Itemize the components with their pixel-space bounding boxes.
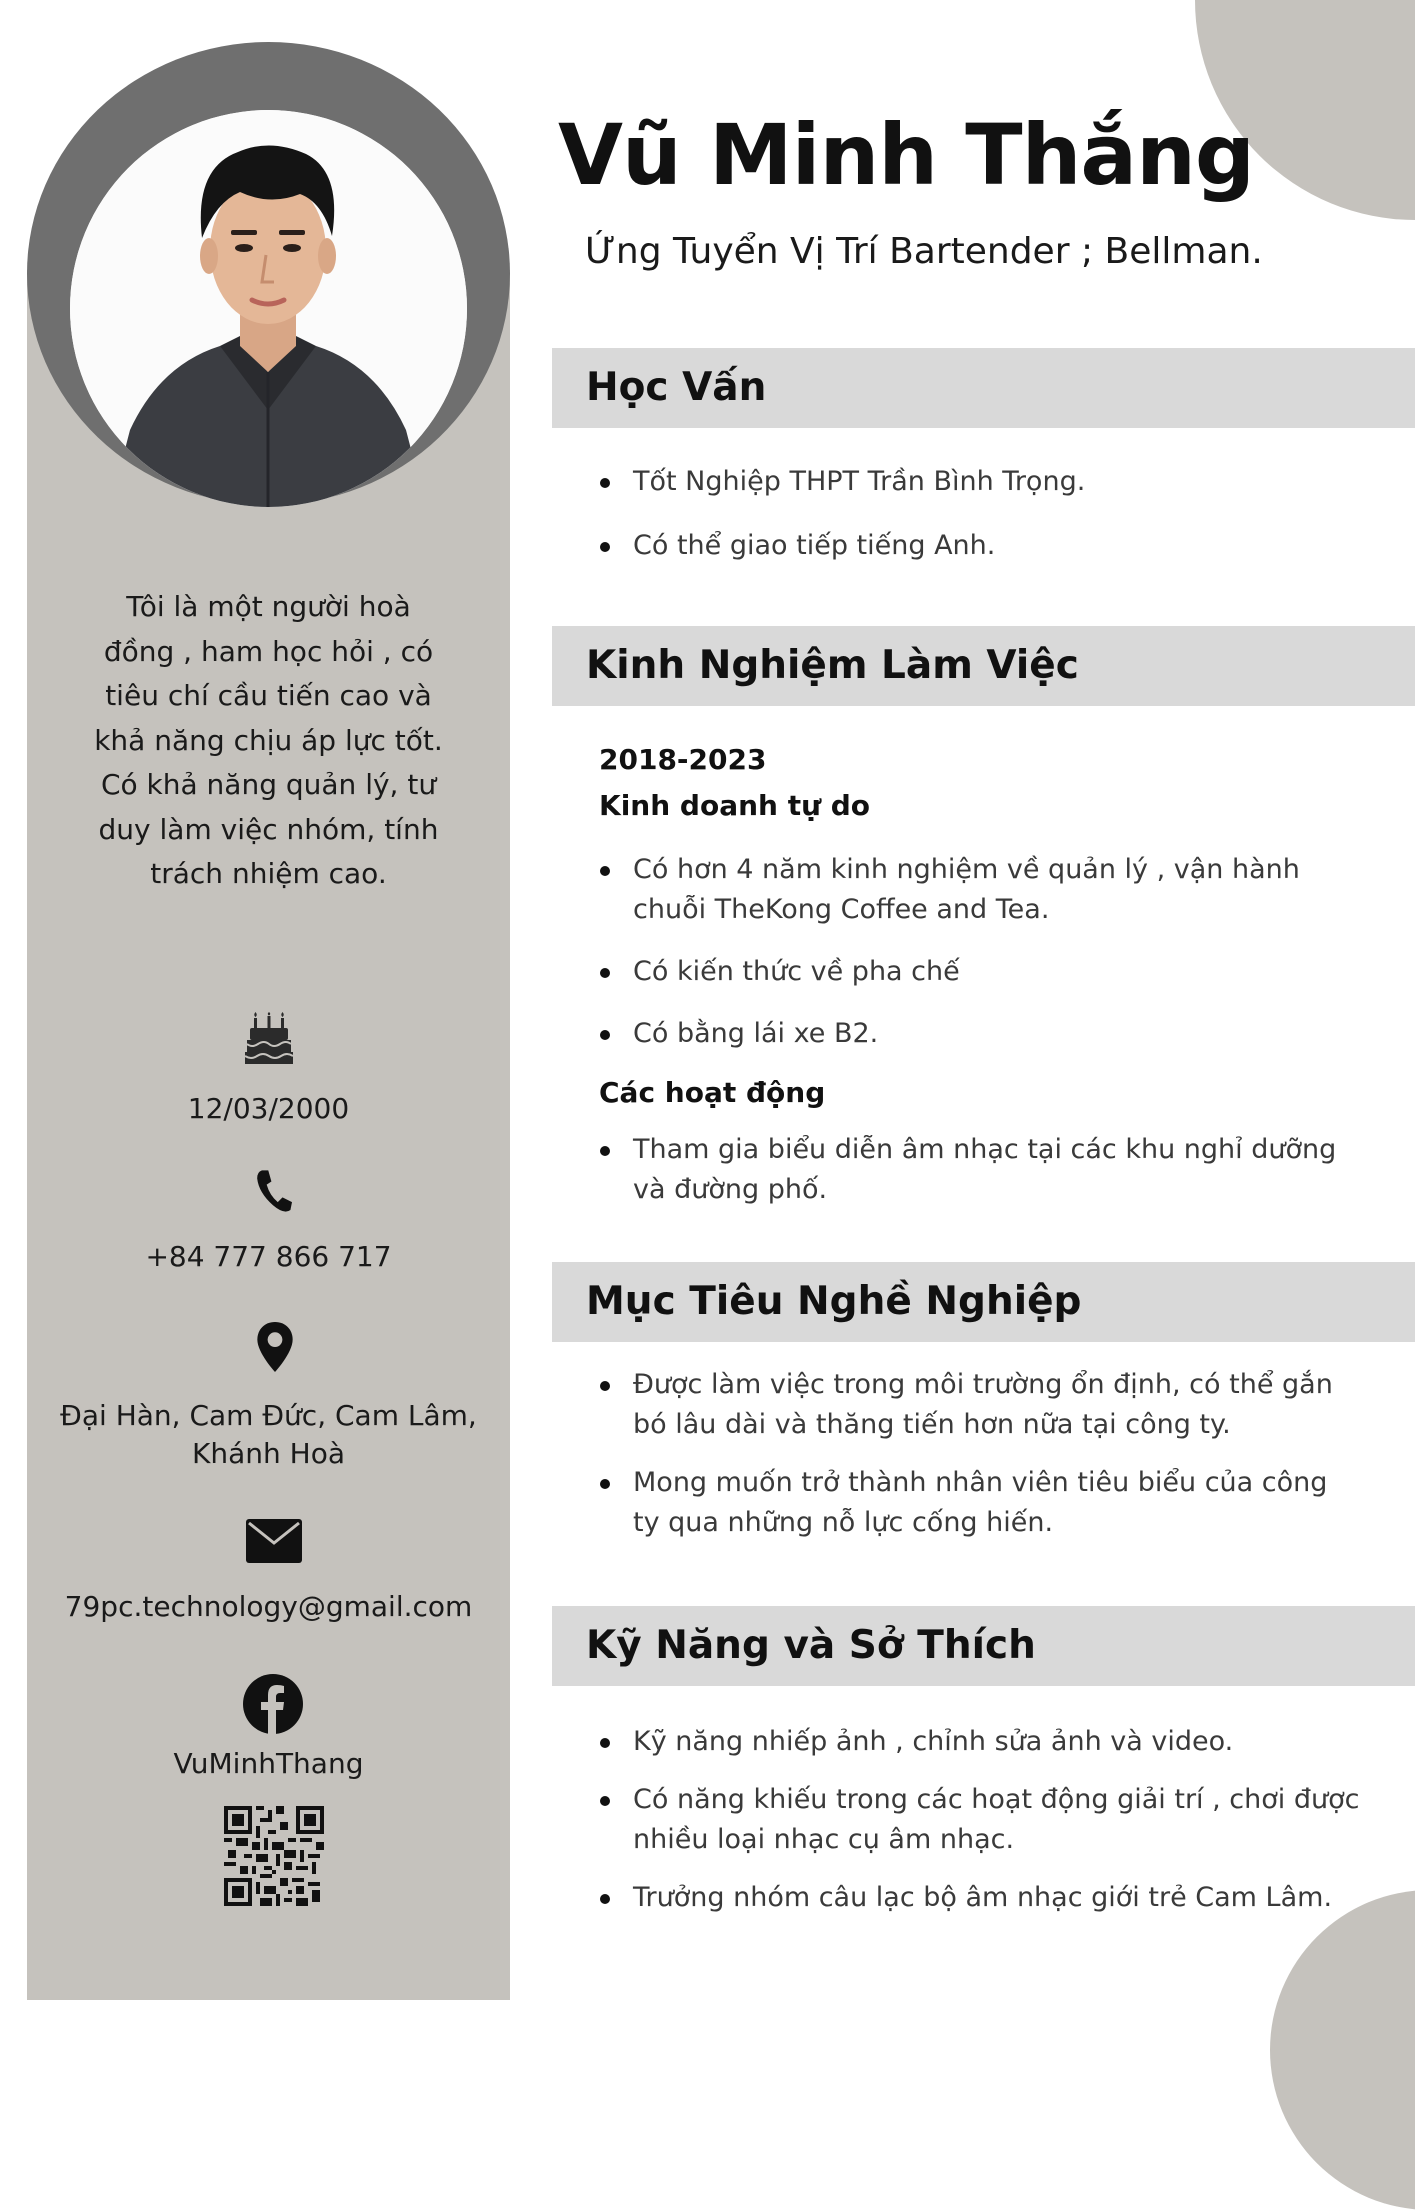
decorative-circle-bottom-right <box>1270 1890 1415 2210</box>
profile-photo <box>70 110 467 507</box>
person-portrait <box>70 110 467 507</box>
activities-list <box>600 1130 1360 1210</box>
list-item: Có bằng lái xe B2. <box>600 1014 1360 1054</box>
phone-icon <box>254 1168 292 1214</box>
location-pin-icon <box>257 1322 293 1372</box>
about-line: duy làm việc nhóm, tính <box>98 812 439 846</box>
list-item: Có hơn 4 năm kinh nghiệm về quản lý , vận hành chuỗi TheKong Coffee and Tea. <box>600 850 1360 930</box>
list-item: Có kiến thức về pha chế <box>600 952 1360 992</box>
section-title: Học Vấn <box>586 365 767 410</box>
list-item: Tham gia biểu diễn âm nhạc tại các khu nghỉ dưỡng và đường phố. <box>600 1130 1360 1210</box>
list-item: Có thể giao tiếp tiếng Anh. <box>600 526 1360 566</box>
list-item: Được làm việc trong môi trường ổn định, có thể gắn bó lâu dài và thăng tiến hơn nữa tại công ty. <box>600 1365 1360 1445</box>
list-item: Trưởng nhóm câu lạc bộ âm nhạc giới trẻ Cam Lâm. <box>600 1878 1360 1918</box>
qr-code <box>224 1806 324 1906</box>
list-item: Mong muốn trở thành nhân viên tiêu biểu của công ty qua những nỗ lực cống hiến. <box>600 1463 1360 1543</box>
experience-list <box>600 850 1360 1054</box>
address-line-2: Khánh Hoà <box>191 1437 345 1470</box>
education-list <box>600 462 1360 566</box>
facebook-text: VuMinhThang <box>173 1747 364 1780</box>
address-text <box>40 1397 497 1473</box>
experience-period: 2018-2023 <box>599 743 767 776</box>
section-title: Kinh Nghiệm Làm Việc <box>586 643 1079 688</box>
about-line: khả năng chịu áp lực tốt. <box>94 723 443 757</box>
about-line: trách nhiệm cao. <box>150 857 387 890</box>
envelope-icon <box>246 1519 302 1563</box>
about-line: Tôi là một người hoà <box>126 590 411 623</box>
cake-icon <box>245 1012 293 1064</box>
section-title: Kỹ Năng và Sở Thích <box>586 1623 1036 1668</box>
email-text: 79pc.technology@gmail.com <box>64 1590 473 1623</box>
list-item: Tốt Nghiệp THPT Trần Bình Trọng. <box>600 462 1360 502</box>
facebook-icon[interactable] <box>243 1674 303 1734</box>
section-title: Mục Tiêu Nghề Nghiệp <box>586 1279 1082 1324</box>
section-skills-header <box>552 1606 1415 1686</box>
phone-text: +84 777 866 717 <box>145 1240 392 1273</box>
about-me <box>60 585 477 897</box>
skills-list <box>600 1722 1360 1918</box>
activities-title: Các hoạt động <box>599 1076 826 1109</box>
applied-position: Ứng Tuyển Vị Trí Bartender ; Bellman. <box>585 231 1263 272</box>
about-line: đồng , ham học hỏi , có <box>103 634 434 668</box>
about-line: Có khả năng quản lý, tư <box>100 768 437 801</box>
sidebar <box>27 270 510 2000</box>
section-education-header <box>552 348 1415 428</box>
list-item: Kỹ năng nhiếp ảnh , chỉnh sửa ảnh và video. <box>600 1722 1360 1762</box>
experience-role: Kinh doanh tự do <box>599 789 871 822</box>
section-experience-header <box>552 626 1415 706</box>
list-item: Có năng khiếu trong các hoạt động giải trí , chơi được nhiều loại nhạc cụ âm nhạc. <box>600 1780 1360 1860</box>
birthday-text: 12/03/2000 <box>187 1092 350 1125</box>
goals-list <box>600 1365 1360 1543</box>
about-line: tiêu chí cầu tiến cao và <box>105 679 432 712</box>
candidate-name: Vũ Minh Thắng <box>558 106 1254 204</box>
section-goals-header <box>552 1262 1415 1342</box>
address-line-1: Đại Hàn, Cam Đức, Cam Lâm, <box>60 1399 477 1432</box>
